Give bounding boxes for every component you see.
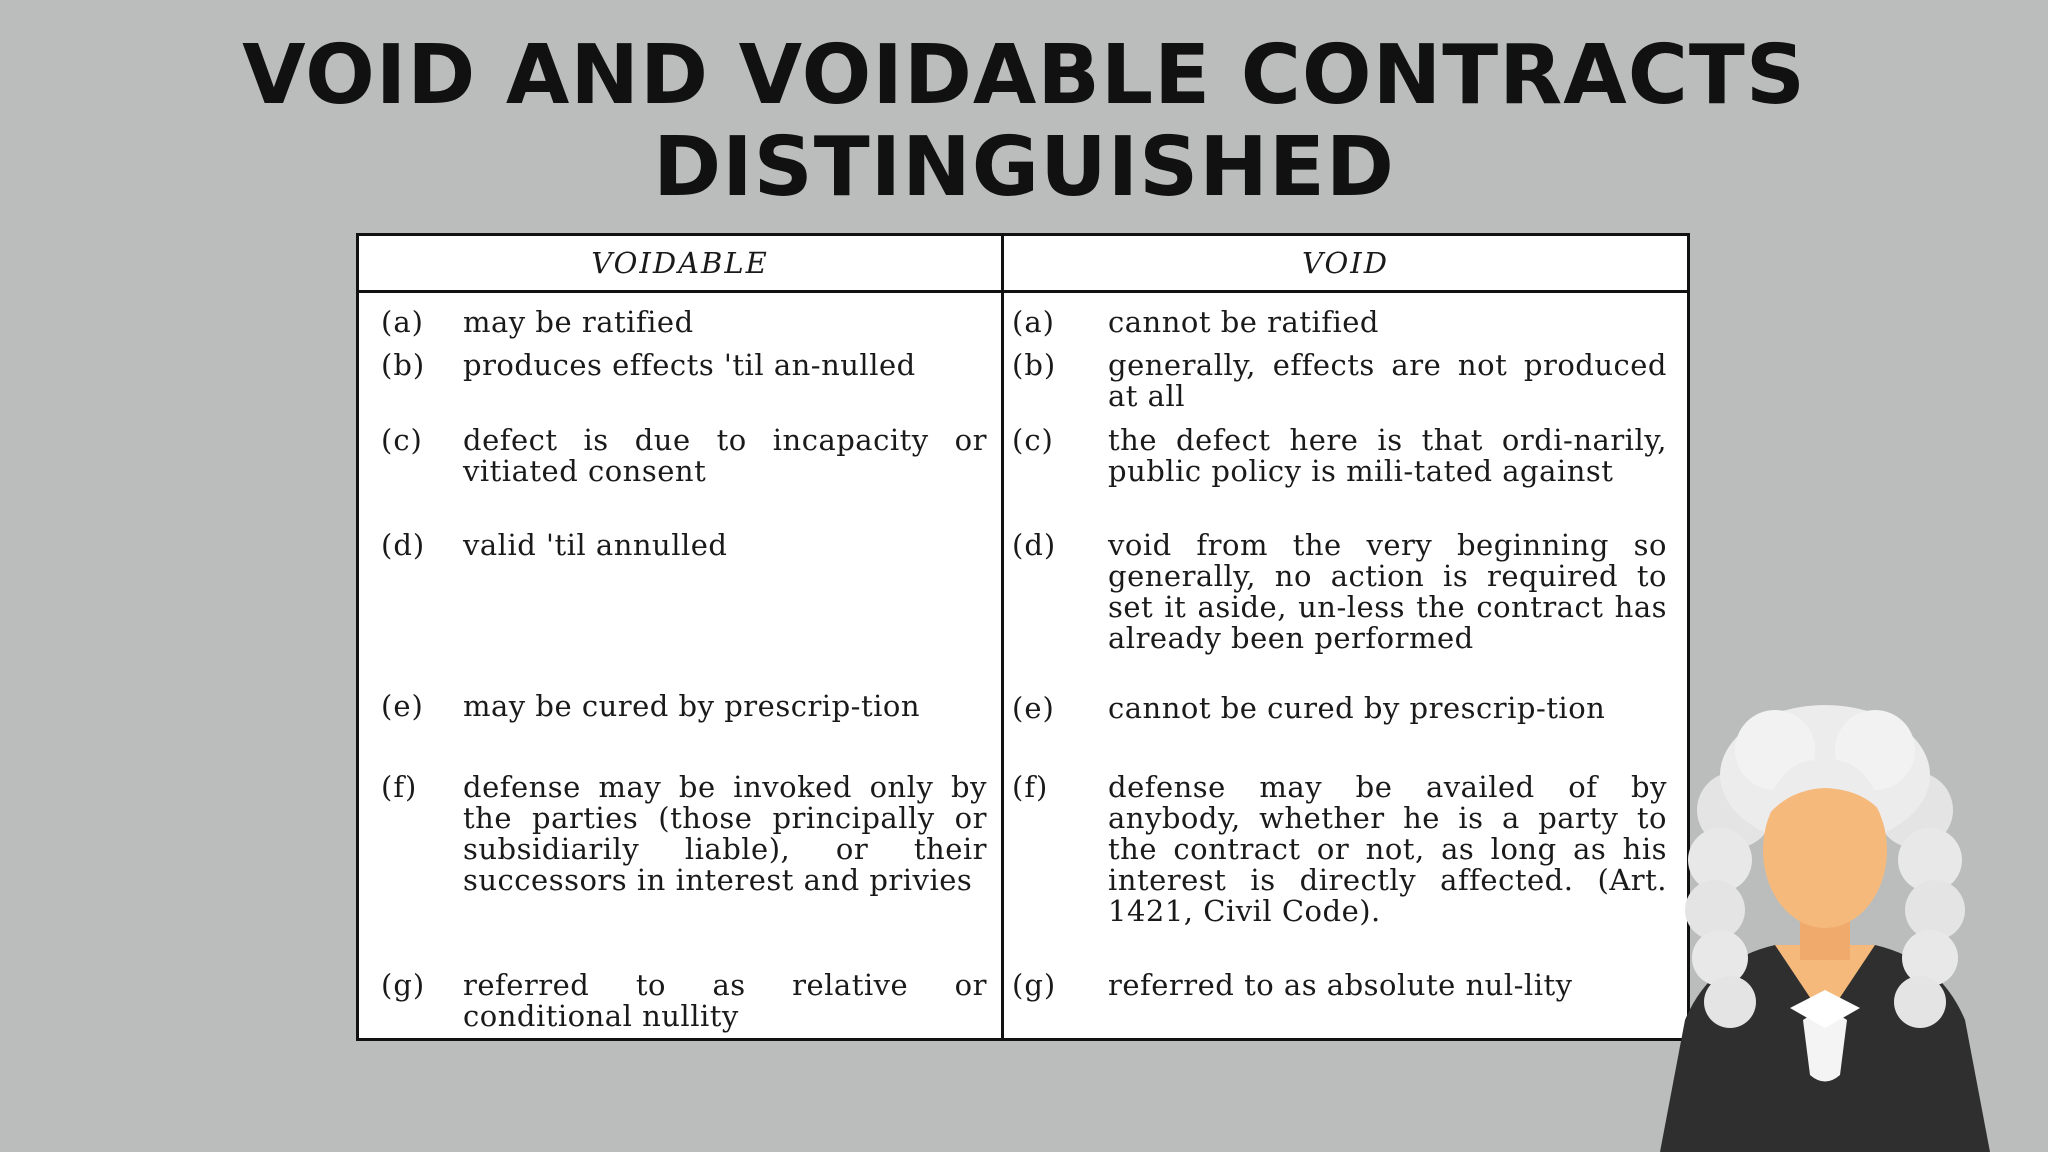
title-line-1: VOID AND VOIDABLE CONTRACTS [242,28,1806,123]
row-text: referred to as relative or conditional nullity [463,968,987,1033]
row-text: may be cured by prescrip-tion [463,689,921,723]
row-text: may be ratified [463,305,694,339]
row-text: the defect here is that ordi-narily, public policy is mili-tated against [1108,423,1667,488]
table-row [359,350,1001,381]
row-letter: (c) [381,423,423,457]
row-text: valid 'til annulled [463,528,728,562]
table-row [359,530,1001,561]
table-row [1004,530,1687,654]
row-letter: (a) [381,305,424,339]
row-letter: (b) [1012,348,1057,382]
header-void: VOID [1302,246,1389,280]
row-letter: (e) [381,689,424,723]
row-letter: (c) [1012,423,1054,457]
judge-with-wig-icon [1640,690,2010,1152]
table-row [1004,350,1687,412]
table-row [1004,772,1687,927]
row-text: defense may be invoked only by the parties (those principally or subsidiarily liable), or their successors in interest and privies [463,770,987,897]
table-row [359,425,1001,487]
row-letter: (d) [1012,528,1057,562]
table-row [1004,693,1687,724]
table-row [359,970,1001,1032]
table-row [359,691,1001,722]
wig-curl [1902,930,1958,986]
row-text: produces effects 'til an-nulled [463,348,916,382]
row-text: defect is due to incapacity or vitiated consent [463,423,987,488]
row-letter: (d) [381,528,426,562]
row-letter: (g) [1012,968,1057,1002]
table-row [1004,307,1687,338]
row-letter: (e) [1012,691,1055,725]
button-dot [1806,1004,1814,1012]
table-row [359,307,1001,338]
wig-curl [1704,976,1756,1028]
row-letter: (g) [381,968,426,1002]
row-letter: (f) [381,770,418,804]
row-text: cannot be ratified [1108,305,1379,339]
page-title [0,30,2048,214]
table-row [1004,970,1687,1001]
wig-curl [1894,976,1946,1028]
row-text: generally, effects are not produced at all [1108,348,1667,413]
table-row [359,772,1001,896]
header-voidable: VOIDABLE [591,246,769,280]
row-letter: (f) [1012,770,1049,804]
void-column [1004,293,1687,1038]
row-text: cannot be cured by prescrip-tion [1108,691,1606,725]
row-letter: (b) [381,348,426,382]
title-line-2: DISTINGUISHED [653,120,1395,215]
row-text: void from the very beginning so generally, no action is required to set it aside, un-less the contract has already been performed [1108,528,1667,655]
table-row [1004,425,1687,487]
row-letter: (a) [1012,305,1055,339]
button-dot [1836,1004,1844,1012]
wig-curl [1692,930,1748,986]
comparison-table [356,233,1690,1041]
row-text: defense may be availed of by anybody, whether he is a party to the contract or not, as long as his interest is directly affected. (Art. 1421, Civil Code). [1108,770,1667,928]
voidable-column [359,293,1001,1038]
row-text: referred to as absolute nul-lity [1108,968,1573,1002]
